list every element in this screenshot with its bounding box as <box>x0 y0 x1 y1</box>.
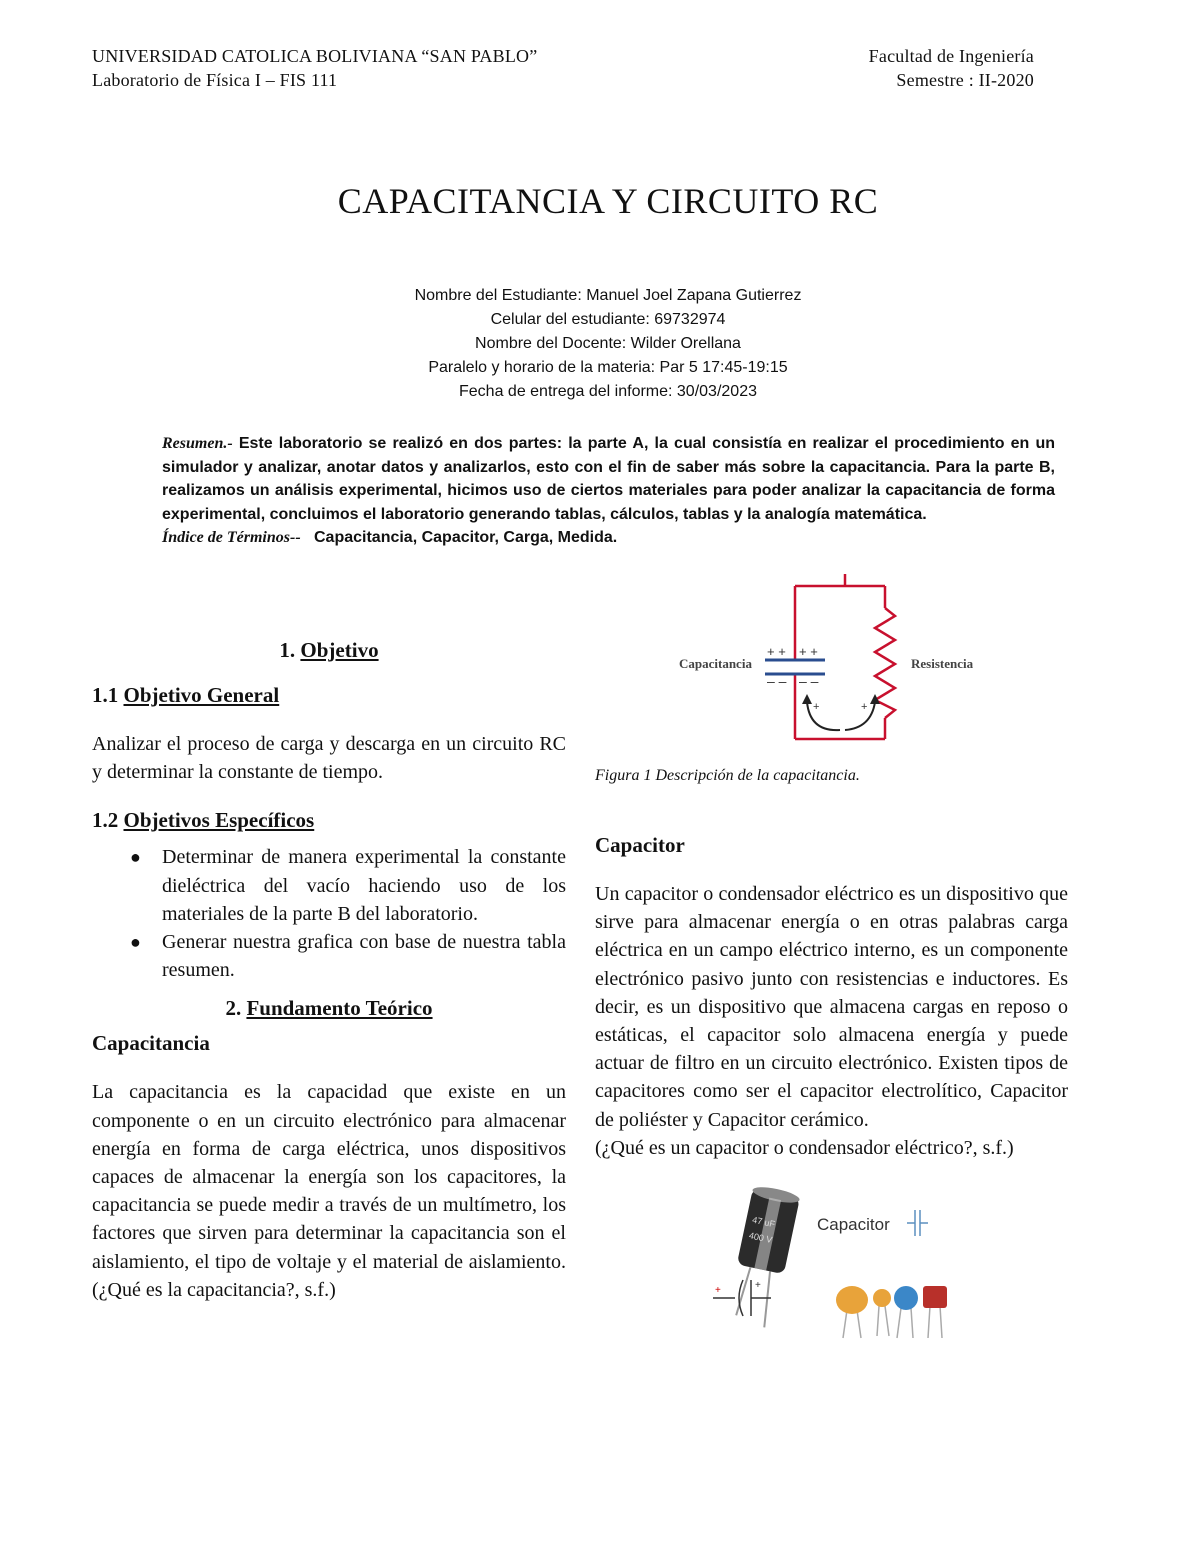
can-label-2: 400 V <box>748 1230 774 1246</box>
section-1-number: 1. <box>279 638 301 662</box>
abstract <box>162 432 1055 550</box>
semester: Semestre : II-2020 <box>896 70 1034 90</box>
bullet-icon: ● <box>130 932 141 953</box>
bullet-text: Determinar de manera experimental la constante dieléctrica del vacío haciendo uso de los materiales de la parte B del laboratorio. <box>162 846 566 925</box>
student-phone: Celular del estudiante: 69732974 <box>490 311 726 328</box>
svg-text:– –: – – <box>799 673 819 689</box>
section-1-heading <box>92 638 566 663</box>
svg-text:+ +: + + <box>767 644 786 659</box>
svg-text:+: + <box>861 701 868 713</box>
section-1-2-number: 1.2 <box>92 808 124 833</box>
index-terms-text: Capacitancia, Capacitor, Carga, Medida. <box>300 529 618 547</box>
class-schedule: Paralelo y horario de la materia: Par 5 17:45-19:15 <box>428 359 788 376</box>
right-column <box>595 572 1068 1348</box>
delivery-date: Fecha de entrega del informe: 30/03/2023 <box>459 383 757 400</box>
general-objective-text: Analizar el proceso de carga y descarga en un circuito RC y determinar la constante de tiempo. <box>92 733 566 784</box>
abstract-lead: Resumen.- <box>162 435 233 452</box>
faculty-name: Facultad de Ingeniería <box>868 46 1034 66</box>
can-label-1: 47 uF <box>751 1214 776 1230</box>
rc-circuit-figure <box>595 572 1015 747</box>
section-1-title: Objetivo <box>300 638 379 662</box>
capacitor-citation: (¿Qué es un capacitor o condensador eléctrico?, s.f.) <box>595 1136 1014 1159</box>
header-right <box>869 44 1034 92</box>
header-left <box>92 44 537 92</box>
section-2-heading <box>92 996 566 1021</box>
abstract-text: Este laboratorio se realizó en dos partes: la parte A, la cual consistía en realizar el procedimiento en un simulador y analizar, anotar datos y analizarlos, esto con el fin de saber más sobre la capacitancia. Para la parte B, realizamos un análisis experimental, hicimos uso de ciertos materiales para poder analizar la capacitancia de forma experimental, concluimos el laboratorio generando tablas, cálculos, tablas y la analogía matemática. <box>162 435 1055 523</box>
capacitor-image-label: Capacitor <box>817 1215 890 1235</box>
label-capacitancia: Capacitancia <box>679 656 752 671</box>
university-name: UNIVERSIDAD CATOLICA BOLIVIANA “SAN PABLO” <box>92 46 538 66</box>
section-1-2-heading <box>92 808 566 833</box>
student-info <box>0 284 1200 404</box>
svg-text:+ +: + + <box>799 644 818 659</box>
student-name: Nombre del Estudiante: Manuel Joel Zapana Gutierrez <box>414 287 802 304</box>
list-item <box>92 843 566 928</box>
left-column <box>92 630 566 1304</box>
capacitancia-text: La capacitancia es la capacidad que existe en un componente o en un circuito electrónico para almacenar energía en forma de carga eléctrica, unos dispositivos capaces de almacenar la energía son los capacitores, la capacitancia se puede medir a través de un multímetro, los factores que sirven para determinar la capacitancia son el aislamiento, el tipo de voltaje y el material de aislamiento. (¿Qué es la capacitancia?, s.f.) <box>92 1081 566 1301</box>
capacitancia-heading: Capacitancia <box>92 1031 210 1056</box>
capacitor-text: Un capacitor o condensador eléctrico es un dispositivo que sirve para almacenar energía o en otras palabras carga eléctrica en un campo eléctrico interno, es un componente electrónico pasivo junto con resistencias e inductores. Es decir, es un dispositivo que almacena cargas en reposo o estáticas, el capacitor solo almacena energía y puede actuar de filtro en un circuito electrónico. Existen tipos de capacitores como ser el capacitor electrolítico, Capacitor de poliéster y Capacitor cerámico. <box>595 883 1068 1131</box>
svg-text:+: + <box>813 701 820 713</box>
section-2-title: Fundamento Teórico <box>246 996 433 1021</box>
svg-text:+: + <box>755 1280 761 1292</box>
section-2-number: 2. <box>225 996 247 1021</box>
bullet-text: Generar nuestra grafica con base de nuestra tabla resumen. <box>162 931 566 982</box>
capacitor-image <box>595 1178 1068 1348</box>
section-1-1-number: 1.1 <box>92 683 124 707</box>
svg-text:– –: – – <box>767 673 787 689</box>
figure-1-caption: Figura 1 Descripción de la capacitancia. <box>595 767 860 784</box>
document-title: CAPACITANCIA Y CIRCUITO RC <box>337 181 879 221</box>
teacher-name: Nombre del Docente: Wilder Orellana <box>475 335 741 352</box>
svg-text:+: + <box>715 1285 721 1297</box>
lab-name: Laboratorio de Física I – FIS 111 <box>92 70 338 90</box>
label-resistencia: Resistencia <box>911 656 974 671</box>
section-1-1-title: Objetivo General <box>123 683 280 707</box>
capacitor-heading: Capacitor <box>595 833 685 857</box>
specific-objectives-list <box>92 843 566 984</box>
bullet-icon: ● <box>130 847 141 868</box>
section-1-2-title: Objetivos Específicos <box>123 808 315 833</box>
section-1-1-heading <box>92 683 566 708</box>
index-terms-lead: Índice de Términos-- <box>162 529 301 547</box>
list-item <box>92 928 566 984</box>
